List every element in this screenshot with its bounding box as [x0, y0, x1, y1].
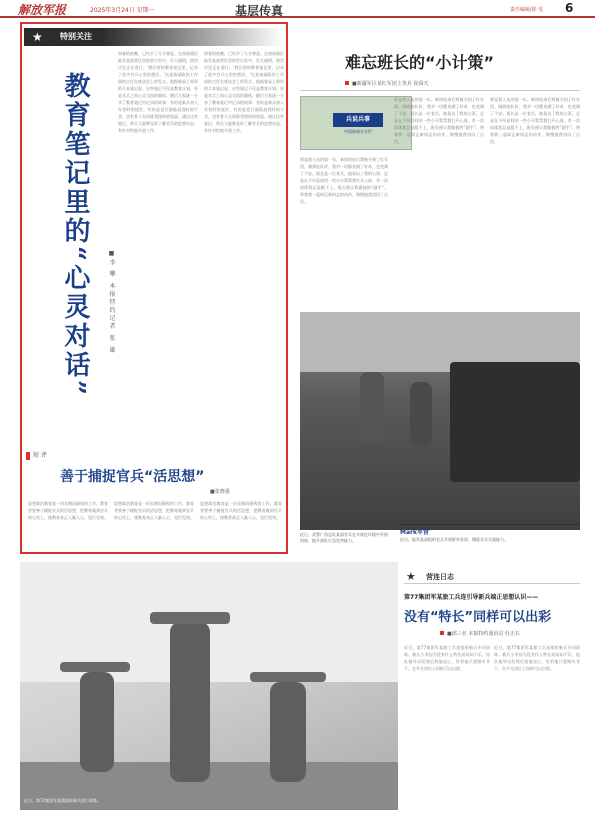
comment-body-col3: 思想政治教育是一项长期而细致的工作。教育者要善于捕捉官兵的活思想，把教育做到官兵的心坎上，使教育真正入脑入心，见行见效。	[200, 501, 282, 520]
mark-camp-body: 近日，陆军某部组织官兵开展野外驻训，锤炼官兵实战能力。	[400, 537, 508, 542]
column-badge-sub: 中国新闻名专栏	[344, 129, 372, 134]
comment-author: ■张晓强	[210, 489, 230, 495]
page-number: 6	[565, 1, 574, 15]
comment-marker	[26, 452, 30, 460]
feature-tag-bar	[24, 28, 284, 46]
section-title: 基层传真	[235, 4, 284, 18]
comment-tag-label: 短 评	[33, 452, 47, 459]
feature-body-col1: 初春的夜晚，已经夕了几分寒意。在南部战区陆军某部营区里的会议室中，灯火通明，热烈讨论正在进行。‘我们营的教育笔记里，记录了很多官兵心里的想法。’这是该部政治工作部的主任在座谈会上的发言。他指着桌上厚厚的几本笔记说，这些笔记不仅是教育计划，更是官兵之间心灵交流的载体。随后大家逐一分享了教育笔记中记录的故事：有的是新兵初入军营时的迷茫，有的是老兵面临退役时的不舍，也有骨干在训练受挫时的焦虑。通过这些笔记，带兵人能够及时了解官兵的思想动态，有针对性地开展工作。	[118, 51, 198, 133]
diary-tag-label: 营连日志	[426, 573, 454, 581]
bottom-body-col2: 近日，第77集团军某旅工兵连组织新兵专项训练。新兵小李因为没有什么特长而闷闷不乐，连队指导员发现后找他谈心，告诉他只要踏实肯干，在平凡岗位上同样可以出彩。	[494, 645, 580, 671]
bottom-photo-caption: 近日，第72集团军某旅组织新兵进行训练。	[24, 798, 102, 803]
star-icon: ★	[406, 570, 416, 583]
mark-camp-box	[398, 524, 580, 556]
right-body-col1: 那是我入伍的第一年，新训结束后我被分到了红军团。刚到连队时，我对一切都充满了好奇，也充满了不安。班长是一位老兵，他看出了我的心事，总是在不经意间用一些小计策帮我打开心扉。有一次训练我总是跟不上，班长便让我做他的“副手”，带着我一起纠正新同志的动作，慢慢地我找回了自信。	[300, 157, 388, 204]
right-body-col3: 那是我入伍的第一年，新训结束后我被分到了红军团。刚到连队时，我对一切都充满了好奇，也充满了不安。班长是一位老兵，他看出了我的心事，总是在不经意间用一些小计策帮我打开心扉。有一次训练我总是跟不上，班长便让我做他的“副手”，带着我一起纠正新同志的动作，慢慢地我找回了自信。	[490, 97, 580, 144]
bottom-kicker: 第77集团军某旅工兵连引导新兵端正思想认识——	[404, 594, 539, 601]
byline-marker	[345, 81, 349, 85]
soldier-figure	[410, 382, 432, 447]
right-byline-text: ■新疆军区某红军团上等兵 崔舜天	[352, 81, 429, 87]
feature-body-col2: 初春的夜晚，已经夕了几分寒意。在南部战区陆军某部营区里的会议室中，灯火通明，热烈讨论正在进行。‘我们营的教育笔记里，记录了很多官兵心里的想法。’这是该部政治工作部的主任在座谈会上的发言。他指着桌上厚厚的几本笔记说，这些笔记不仅是教育计划，更是官兵之间心灵交流的载体。随后大家逐一分享了教育笔记中记录的故事：有的是新兵初入军营时的迷茫，有的是老兵面临退役时的不舍，也有骨干在训练受挫时的焦虑。通过这些笔记，带兵人能够及时了解官兵的思想动态，有针对性地开展工作。	[204, 51, 284, 133]
right-headline[interactable]: 难忘班长的“小计策”	[345, 53, 495, 72]
comment-body-col2: 思想政治教育是一项长期而细致的工作。教育者要善于捕捉官兵的活思想，把教育做到官兵的心坎上，使教育真正入脑入心，见行见效。	[114, 501, 194, 520]
photo-caption: 近日，武警广西总队某部官兵在实战化环境中开展训练，提升部队应急处突能力。	[300, 532, 388, 543]
page-header	[0, 0, 595, 18]
divider	[300, 90, 580, 91]
soldier-figure	[170, 622, 210, 782]
mark-camp-title: Mark军营	[400, 529, 429, 536]
soldier-arm	[60, 662, 130, 672]
bottom-byline	[440, 630, 520, 637]
comment-tag	[26, 450, 47, 460]
comment-headline[interactable]: 善于捕捉官兵“活思想”	[60, 469, 205, 485]
right-byline	[345, 80, 428, 87]
feature-tag-label: 特别关注	[60, 32, 92, 41]
editor-credit: 责任编辑/徐 雯	[510, 7, 544, 13]
newspaper-logo: 解放军报	[18, 3, 67, 17]
diary-tag-bar	[404, 570, 580, 584]
bottom-body-col1: 近日，第77集团军某旅工兵连组织新兵专项训练。新兵小李因为没有什么特长而闷闷不乐，连队指导员发现后找他谈心，告诉他只要踏实肯干，在平凡岗位上同样可以出彩。	[404, 645, 490, 671]
soldier-figure	[360, 372, 384, 442]
vehicle-shape	[450, 362, 580, 482]
issue-date: 2025年3月24日 星期一	[90, 7, 155, 14]
bottom-headline[interactable]: 没有“特长”同样可以出彩	[404, 610, 552, 625]
soldier-figure	[80, 672, 114, 772]
recruit-training-photo	[20, 562, 398, 810]
soldier-arm	[150, 612, 230, 624]
soldier-arm	[250, 672, 326, 682]
right-body-col2: 那是我入伍的第一年，新训结束后我被分到了红军团。刚到连队时，我对一切都充满了好奇，也充满了不安。班长是一位老兵，他看出了我的心事，总是在不经意间用一些小计策帮我打开心扉。有一次训练我总是跟不上，班长便让我做他的“副手”，带着我一起纠正新同志的动作，慢慢地我找回了自信。	[394, 97, 484, 144]
byline-marker	[440, 631, 444, 635]
feature-headline[interactable]: 教育笔记里的“心灵对话”	[60, 72, 90, 398]
comment-body-col1: 思想政治教育是一项长期而细致的工作。教育者要善于捕捉官兵的活思想，把教育做到官兵的心坎上，使教育真正入脑入心，见行见效。	[28, 501, 108, 520]
bottom-byline-text: ■邱三名 本报特约通讯员 杜正石	[447, 631, 520, 637]
star-icon: ★	[32, 30, 43, 44]
feature-byline: ■李 攀 本报特约记者 张 雄	[108, 250, 115, 355]
soldier-figure	[270, 682, 306, 782]
training-photo	[300, 312, 580, 530]
column-badge: 兵说兵事	[333, 113, 383, 127]
